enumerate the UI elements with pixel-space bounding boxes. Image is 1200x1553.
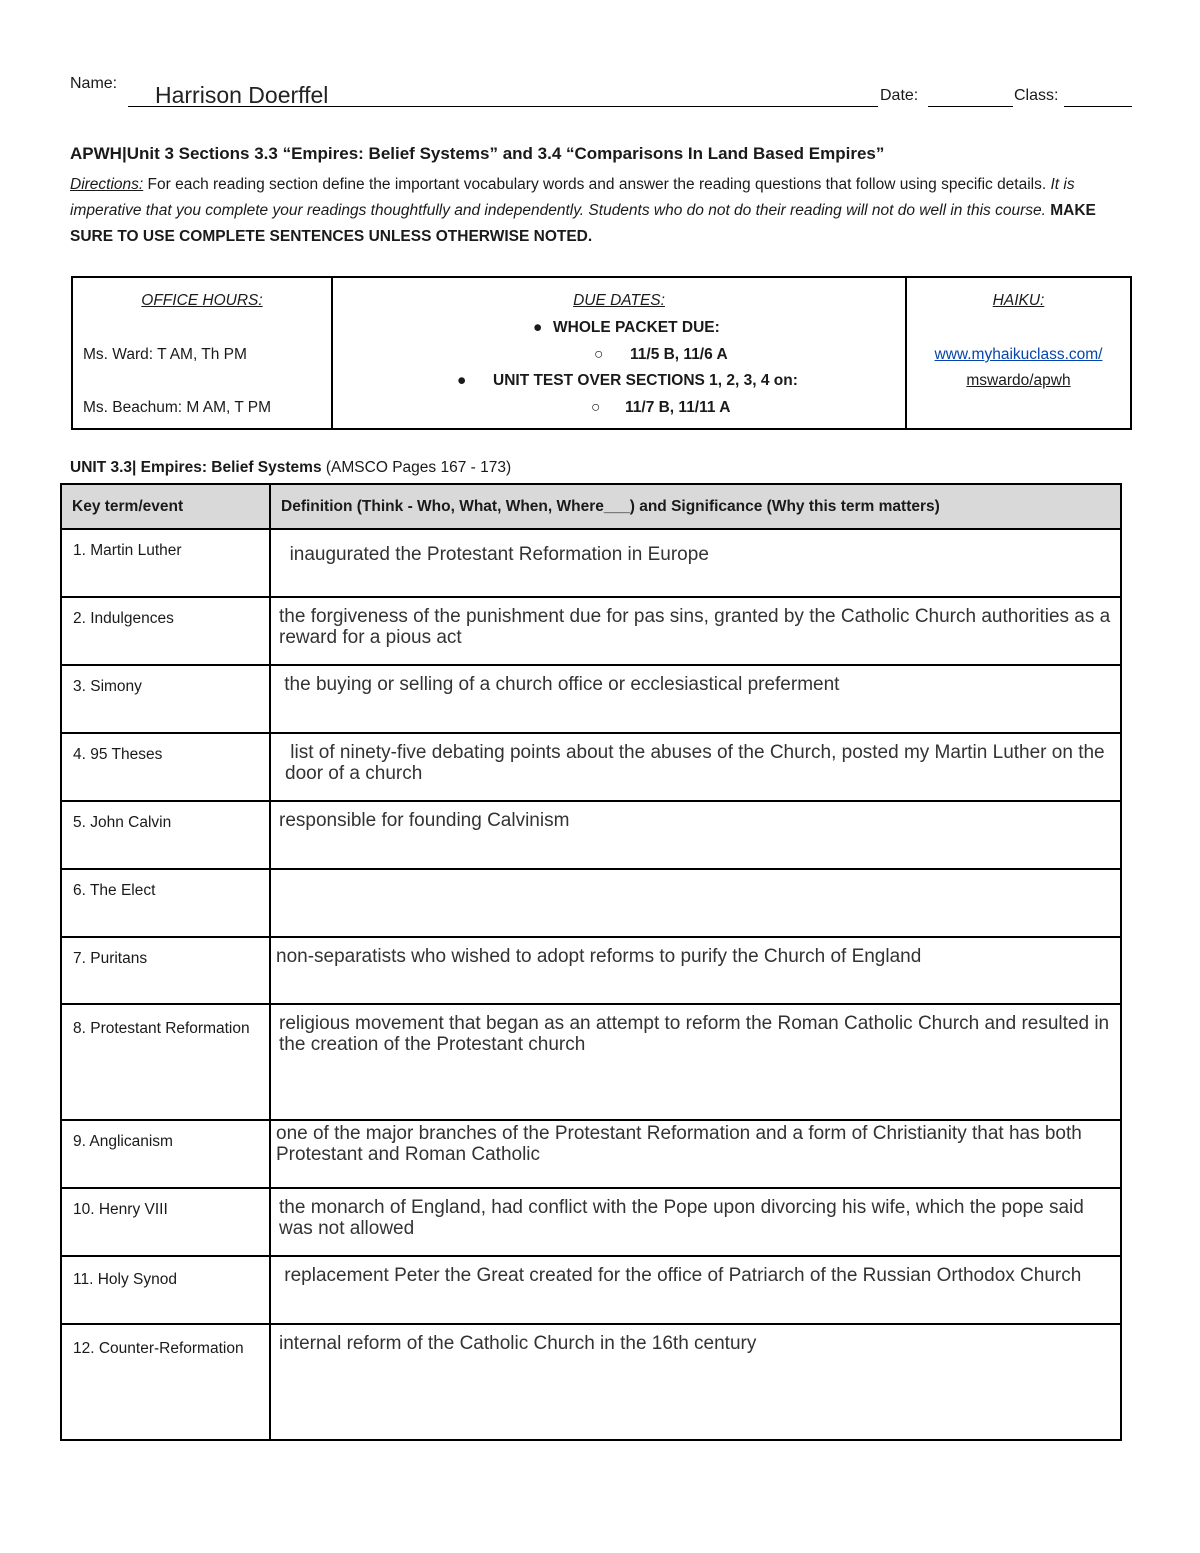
definition-cell[interactable]: the monarch of England, had conflict with the Pope upon divorcing his wife, which the pope said was not allowed	[270, 1188, 1121, 1256]
table-row	[61, 1256, 1121, 1324]
col-header-term: Key term/event	[61, 484, 270, 529]
table-row	[61, 937, 1121, 1004]
table-row	[61, 801, 1121, 869]
class-label: Class:	[1014, 87, 1059, 104]
table-row	[61, 597, 1121, 665]
office-hours-beachum: Ms. Beachum: M AM, T PM	[83, 399, 272, 416]
haiku-link-path[interactable]: mswardo/apwh	[966, 372, 1071, 389]
date-label: Date:	[880, 87, 919, 104]
directions	[70, 172, 1130, 250]
definition-cell[interactable]: the buying or selling of a church office or ecclesiastical preferment	[270, 665, 1121, 733]
directions-text: For each reading section define the important vocabulary words and answer the reading questions that follow using specific details.	[143, 176, 1051, 193]
haiku-column	[907, 278, 1130, 428]
office-hours-header: OFFICE HOURS:	[141, 292, 263, 309]
term-cell: 10. Henry VIII	[61, 1188, 270, 1256]
info-box	[71, 276, 1132, 430]
term-cell: 1. Martin Luther	[61, 529, 270, 597]
directions-bold: MAKE SURE TO USE COMPLETE SENTENCES UNLESS OTHERWISE NOTED.	[70, 202, 1096, 245]
directions-label: Directions:	[70, 176, 144, 193]
class-field[interactable]	[1064, 106, 1132, 107]
due-dates-column	[333, 278, 907, 428]
table-row	[61, 529, 1121, 597]
col-header-definition: Definition (Think - Who, What, When, Where___) and Significance (Why this term matters)	[270, 484, 1121, 529]
table-row	[61, 1188, 1121, 1256]
term-cell: 9. Anglicanism	[61, 1120, 270, 1188]
term-cell: 2. Indulgences	[61, 597, 270, 665]
haiku-link[interactable]: www.myhaikuclass.com/	[934, 346, 1103, 363]
table-header-row	[61, 484, 1121, 529]
name-label: Name:	[70, 75, 118, 92]
bullet-icon: ●	[457, 372, 467, 389]
definition-cell[interactable]: responsible for founding Calvinism	[270, 801, 1121, 869]
definition-cell[interactable]	[270, 869, 1121, 937]
term-cell: 7. Puritans	[61, 937, 270, 1004]
term-cell: 6. The Elect	[61, 869, 270, 937]
table-row	[61, 1120, 1121, 1188]
due-item: ○ 11/7 B, 11/11 A	[591, 399, 731, 416]
term-cell: 12. Counter-Reformation	[61, 1324, 270, 1440]
definition-cell[interactable]: inaugurated the Protestant Reformation in Europe	[270, 529, 1121, 597]
table-row	[61, 733, 1121, 801]
definition-cell[interactable]: religious movement that began as an attempt to reform the Roman Catholic Church and resulted in the creation of the Protestant church	[270, 1004, 1121, 1120]
term-cell: 4. 95 Theses	[61, 733, 270, 801]
bullet-icon: ●	[533, 319, 543, 336]
table-row	[61, 665, 1121, 733]
page-title: APWH|Unit 3 Sections 3.3 “Empires: Belief Systems” and 3.4 “Comparisons In Land Based Empires”	[70, 144, 885, 163]
table-row	[61, 1004, 1121, 1120]
definition-cell[interactable]: non-separatists who wished to adopt reforms to purify the Church of England	[270, 937, 1121, 1004]
office-hours-ward: Ms. Ward: T AM, Th PM	[83, 346, 247, 363]
due-item: ● UNIT TEST OVER SECTIONS 1, 2, 3, 4 on:	[457, 372, 798, 389]
directions-emphasis: It is imperative that you complete your readings thoughtfully and independently. Students who do not do their reading will not do well in this course.	[70, 176, 1075, 219]
term-cell: 3. Simony	[61, 665, 270, 733]
definition-cell[interactable]: one of the major branches of the Protestant Reformation and a form of Christianity that has both Protestant and Roman Catholic	[270, 1120, 1121, 1188]
due-item: ○ 11/5 B, 11/6 A	[594, 346, 728, 363]
date-field[interactable]	[928, 106, 1013, 107]
office-hours-column	[73, 278, 333, 428]
circle-bullet-icon: ○	[594, 346, 604, 363]
definition-cell[interactable]: internal reform of the Catholic Church in the 16th century	[270, 1324, 1121, 1440]
definition-cell[interactable]: list of ninety-five debating points about the abuses of the Church, posted my Martin Luther on the door of a church	[270, 733, 1121, 801]
haiku-header: HAIKU:	[992, 292, 1045, 309]
term-cell: 8. Protestant Reformation	[61, 1004, 270, 1120]
circle-bullet-icon: ○	[591, 399, 601, 416]
table-row	[61, 869, 1121, 937]
vocab-table	[60, 483, 1122, 1441]
term-cell: 5. John Calvin	[61, 801, 270, 869]
definition-cell[interactable]: the forgiveness of the punishment due for pas sins, granted by the Catholic Church authorities as a reward for a pious act	[270, 597, 1121, 665]
unit-heading: UNIT 3.3| Empires: Belief Systems (AMSCO Pages 167 - 173)	[70, 459, 512, 476]
due-item: ● WHOLE PACKET DUE:	[533, 319, 720, 336]
term-cell: 11. Holy Synod	[61, 1256, 270, 1324]
definition-cell[interactable]: replacement Peter the Great created for the office of Patriarch of the Russian Orthodox Church	[270, 1256, 1121, 1324]
table-row	[61, 1324, 1121, 1440]
name-underline	[128, 106, 878, 107]
due-dates-header: DUE DATES:	[573, 292, 665, 309]
name-field[interactable]: Harrison Doerffel	[155, 82, 329, 108]
